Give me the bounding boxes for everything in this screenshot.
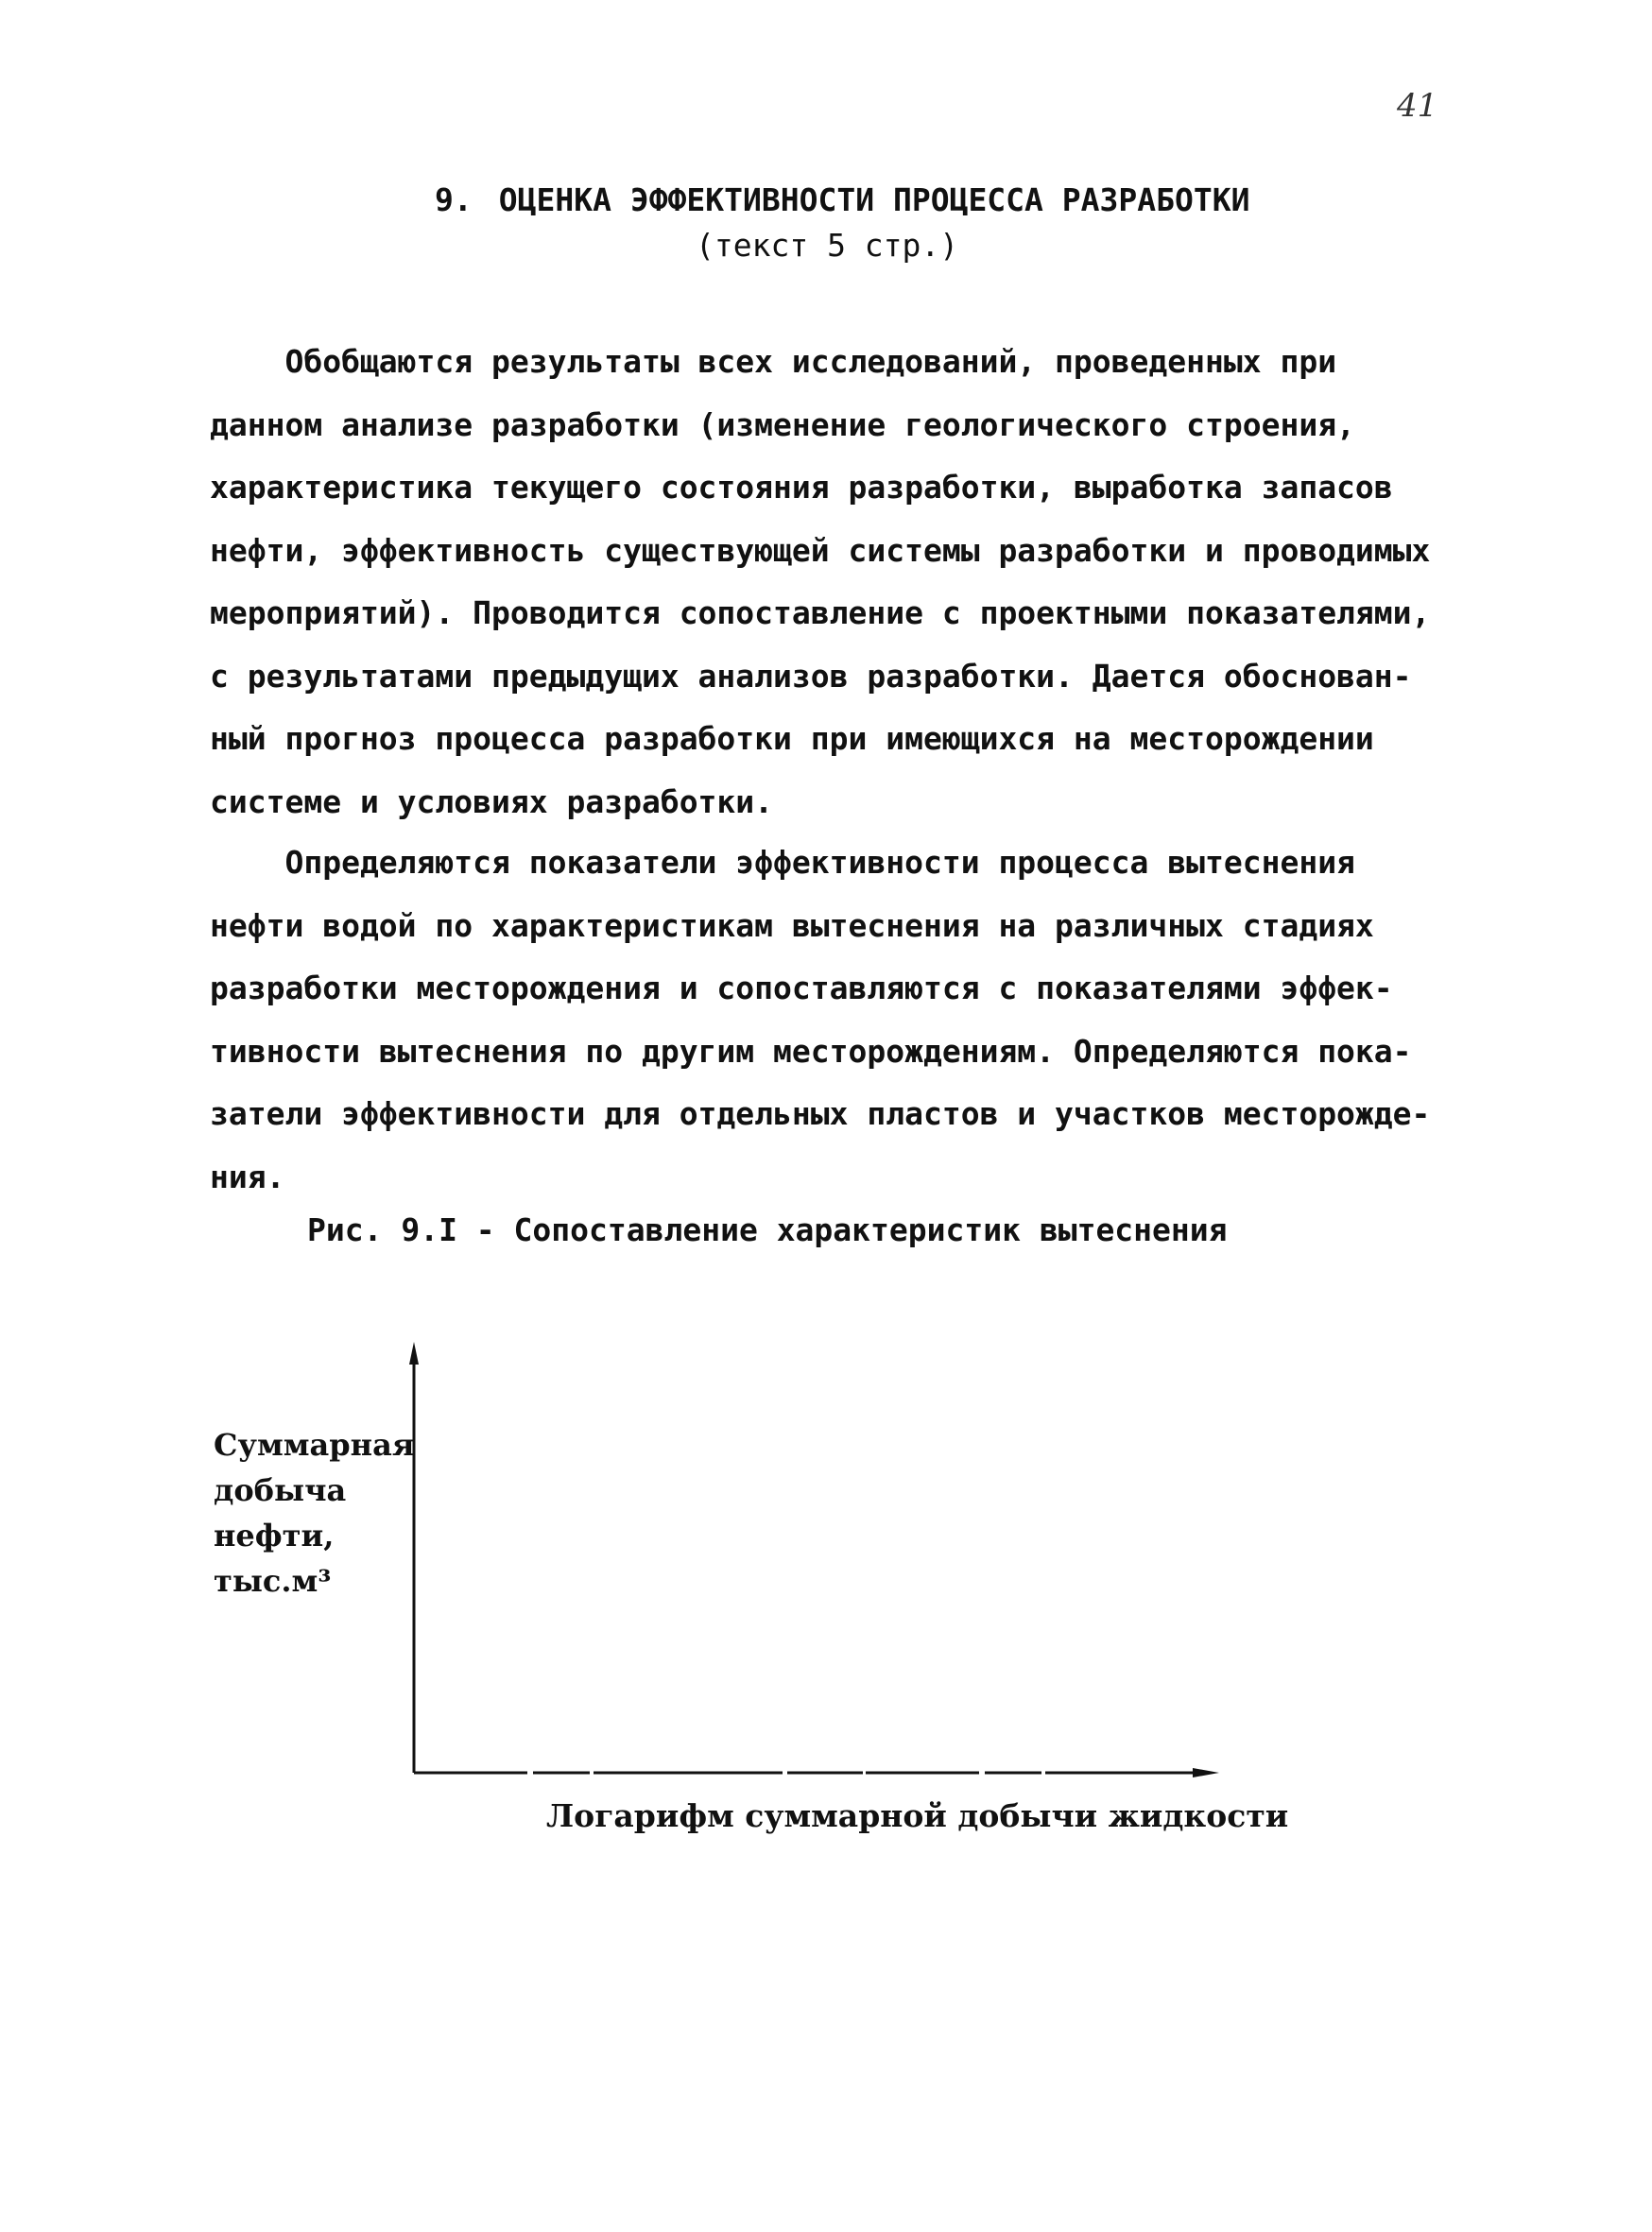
paragraph-line: данном анализе разработки (изменение геологического строения,	[210, 405, 1355, 443]
y-label-line: Суммарная	[214, 1427, 415, 1463]
chart-axes	[378, 1342, 1229, 1795]
paragraph-line: нефти водой по характеристикам вытеснения на различных стадиях	[210, 906, 1374, 944]
section-heading	[435, 181, 1249, 218]
paragraph-line: характеристика текущего состояния разработки, выработка запасов	[210, 469, 1393, 506]
y-label-line: тыс.м³	[214, 1563, 332, 1599]
paragraph-line: ный прогноз процесса разработки при имеющихся на месторождении	[210, 720, 1374, 757]
section-number: 9.	[435, 181, 473, 218]
figure-caption: Рис. 9.I - Сопоставление характеристик вытеснения	[307, 1211, 1228, 1248]
paragraph-line: нефти, эффективность существующей системы разработки и проводимых	[210, 531, 1431, 569]
paragraph-line: Обобщаются результаты всех исследований, проведенных при	[210, 343, 1337, 380]
page-number: 41	[1397, 87, 1438, 125]
paragraph-line: мероприятий). Проводится сопоставление с проектными показателями,	[210, 594, 1431, 631]
section-title: ОЦЕНКА ЭФФЕКТИВНОСТИ ПРОЦЕССА РАЗРАБОТКИ	[498, 181, 1250, 218]
paragraph-line: ния.	[210, 1158, 285, 1195]
paragraph-line: Определяются показатели эффективности процесса вытеснения	[210, 844, 1355, 881]
paragraph-summary	[210, 331, 1476, 833]
paragraph-line: затели эффективности для отдельных пластов и участков месторожде-	[210, 1095, 1431, 1132]
section-subtitle: (текст 5 стр.)	[696, 227, 959, 264]
paragraph-line: тивности вытеснения по другим месторождениям. Определяются пока-	[210, 1032, 1412, 1070]
y-axis-arrow-icon	[409, 1342, 419, 1365]
x-axis-arrow-icon	[1193, 1768, 1219, 1777]
paragraph-efficiency	[210, 832, 1476, 1209]
paragraph-line: с результатами предыдущих анализов разработки. Дается обоснован-	[210, 657, 1412, 695]
y-label-line: добыча	[214, 1472, 347, 1508]
y-label-line: нефти,	[214, 1518, 335, 1554]
chart-x-axis-label: Логарифм суммарной добычи жидкости	[546, 1797, 1289, 1834]
paragraph-line: системе и условиях разработки.	[210, 782, 774, 820]
paragraph-line: разработки месторождения и сопоставляются с показателями эффек-	[210, 970, 1393, 1006]
